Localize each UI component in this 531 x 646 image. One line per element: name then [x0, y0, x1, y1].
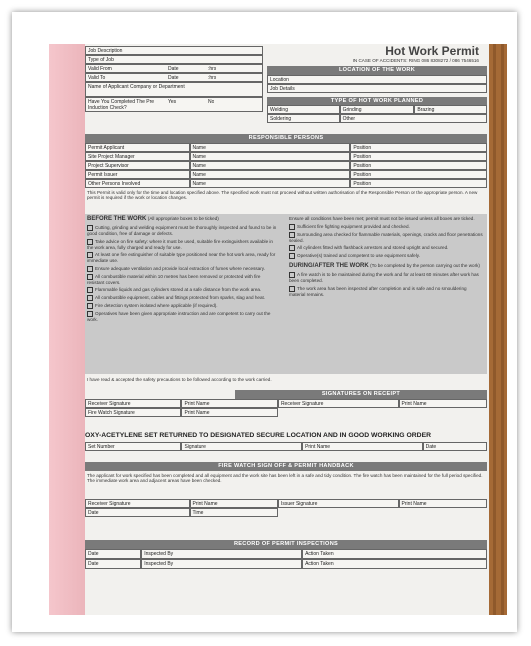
date-field[interactable]: Date — [423, 442, 487, 451]
hot-work-type-header: TYPE OF HOT WORK PLANNED — [267, 97, 487, 106]
inspections-section — [85, 540, 487, 569]
field-valid-from[interactable]: Valid From Date :hrs — [85, 64, 263, 73]
form-title: Hot Work Permit — [385, 44, 479, 58]
fire-watch-signature-field[interactable]: Fire Watch Signature — [85, 408, 181, 417]
receiver-signature-field[interactable]: Receiver Signature — [85, 399, 181, 408]
issuer-print-name-field[interactable]: Print Name — [399, 499, 487, 508]
issuer-signature-field[interactable]: Issuer Signature — [278, 499, 399, 508]
check-item: All combustible material within 10 metres has been removed or protected with fire resistant covers. — [87, 273, 261, 285]
receiver-signature-field[interactable]: Receiver Signature — [85, 499, 190, 508]
role-label: Other Persons Involved — [85, 179, 190, 188]
option-other[interactable]: Other — [340, 114, 487, 123]
during-heading: DURING/AFTER THE WORK — [289, 263, 369, 269]
field-type-of-job[interactable]: Type of Job — [85, 55, 263, 64]
signatures-on-receipt — [85, 390, 487, 417]
print-name-field-2[interactable]: Print Name — [399, 399, 487, 408]
oxy-heading: OXY-ACETYLENE SET RETURNED TO DESIGNATED SECURE LOCATION AND IN GOOD WORKING ORDER — [85, 432, 432, 439]
field-pre-induction[interactable]: Have You Completed The Pre Induction Check? Yes No — [85, 97, 263, 112]
print-name-field[interactable]: Print Name — [181, 399, 277, 408]
before-work — [87, 216, 279, 323]
role-label: Permit Applicant — [85, 143, 190, 152]
checkbox[interactable] — [87, 303, 93, 309]
check-item: Flammable liquids and gas cylinders stored at a safe distance from the work area. — [95, 287, 262, 293]
check-item: Take advice on fire safety: where it must be used, suitable fire extinguishers available in the work area, fully charged and ready for use. — [87, 238, 273, 250]
field-location[interactable]: Location — [267, 75, 487, 84]
role-label: Site Project Manager — [85, 152, 190, 161]
action-taken-field[interactable]: Action Taken — [302, 559, 487, 569]
name-field[interactable]: Name — [190, 170, 351, 179]
option-grinding[interactable]: Grinding — [340, 105, 415, 114]
fire-watch-date-field[interactable]: Date — [85, 508, 190, 517]
during-intro: (To be completed by the person carrying out the work) — [370, 263, 480, 268]
checkbox[interactable] — [289, 245, 295, 251]
field-valid-to[interactable]: Valid To Date :hrs — [85, 73, 263, 82]
role-label: Permit Issuer — [85, 170, 190, 179]
fire-watch-time-field[interactable]: Time — [190, 508, 278, 517]
check-item: The work area has been inspected after completion and is safe and no smouldering material remains. — [289, 285, 467, 297]
checkbox[interactable] — [87, 287, 93, 293]
checklist-section — [85, 214, 487, 374]
option-brazing[interactable]: Brazing — [414, 105, 487, 114]
location-header: LOCATION OF THE WORK — [267, 66, 487, 75]
fire-watch-print-name-field[interactable]: Print Name — [181, 408, 277, 417]
check-item: All combustible equipment, cables and fittings protected from sparks, slag and heat. — [95, 295, 266, 301]
checkbox[interactable] — [87, 295, 93, 301]
option-welding[interactable]: Welding — [267, 105, 340, 114]
fire-watch-section — [85, 462, 487, 517]
name-field[interactable]: Name — [190, 161, 351, 170]
position-field[interactable]: Position — [350, 161, 487, 170]
check-item: Operatives have been given appropriate instruction and are competent to carry out the work. — [87, 311, 271, 323]
print-name-field[interactable]: Print Name — [302, 442, 423, 451]
position-field[interactable]: Position — [350, 152, 487, 161]
name-field[interactable]: Name — [190, 152, 351, 161]
name-field[interactable]: Name — [190, 143, 351, 152]
position-field[interactable]: Position — [350, 143, 487, 152]
permit-sheet — [85, 44, 489, 615]
field-applicant-company[interactable]: Name of Applicant Company or Department — [85, 82, 263, 97]
receiver-signature-field-2[interactable]: Receiver Signature — [278, 399, 399, 408]
left-fields — [85, 46, 263, 112]
header-block — [267, 44, 487, 123]
role-label: Project Supervisor — [85, 161, 190, 170]
check-item: Ensure adequate ventilation and provide local extraction of fumes where necessary. — [95, 265, 265, 271]
fire-watch-header: FIRE WATCH SIGN OFF & PERMIT HANDBACK — [85, 462, 487, 471]
emergency-line: IN CASE OF ACCIDENTS: RING 086 8308272 / 086 7546516 — [352, 58, 479, 64]
signature-field[interactable]: Signature — [181, 442, 302, 451]
check-item: All cylinders fitted with flashback arrestors and stored upright and secured. — [297, 245, 449, 251]
inspected-by-field[interactable]: Inspected By — [141, 549, 302, 559]
before-work-heading: BEFORE THE WORK — [87, 216, 147, 222]
inspection-date-field[interactable]: Date — [85, 559, 141, 569]
checkbox[interactable] — [289, 253, 295, 259]
oxy-section — [85, 432, 487, 451]
right-checklist — [289, 216, 483, 297]
acceptance-line: I have read & accepted the safety precautions to be followed according to the work carried. — [87, 377, 272, 382]
print-name-field[interactable]: Print Name — [190, 499, 278, 508]
before-work-intro: (All appropriate boxes to be ticked) — [147, 216, 219, 221]
inspected-by-field[interactable]: Inspected By — [141, 559, 302, 569]
field-job-description[interactable]: Job Description — [85, 46, 263, 55]
signatures-header: SIGNATURES ON RECEIPT — [235, 390, 487, 399]
photo — [49, 44, 507, 615]
responsible-header: RESPONSIBLE PERSONS — [85, 134, 487, 143]
check-item: A fire watch is to be maintained during the work and for at least 60 minutes after work has been completed. — [289, 272, 479, 284]
inspection-date-field[interactable]: Date — [85, 549, 141, 559]
position-field[interactable]: Position — [350, 170, 487, 179]
field-job-details[interactable]: Job Details — [267, 84, 487, 93]
action-taken-field[interactable]: Action Taken — [302, 549, 487, 559]
pink-cover — [49, 44, 89, 615]
checkbox[interactable] — [87, 266, 93, 272]
fire-watch-text: The applicant for work specified has been completed and all equipment and the work site has been left in a safe and tidy condition. The fire watch has been maintained for the full period specified. The immediate work area and adjacent areas have been checked. — [87, 472, 483, 484]
photo-frame — [12, 12, 517, 632]
check-item: At least one fire extinguisher of suitable type positioned near the hot work area, ready for immediate use. — [87, 252, 276, 264]
option-soldering[interactable]: Soldering — [267, 114, 340, 123]
permit-note: This Permit is valid only for the time and location specified above. The specified work must not proceed without written authorisation of the Responsible Person or the appropriate person. A new permit is required if the work or location changes. — [87, 189, 478, 201]
checkbox[interactable] — [289, 224, 295, 230]
responsible-persons — [85, 134, 487, 206]
name-field[interactable]: Name — [190, 179, 351, 188]
check-item: Fire detection system isolated where applicable (if required). — [95, 303, 218, 309]
right-intro: Ensure all conditions have been met; permit must not be issued unless all boxes are ticked. — [289, 216, 475, 221]
check-item: Sufficient fire fighting equipment provided and checked. — [297, 223, 410, 229]
position-field[interactable]: Position — [350, 179, 487, 188]
check-item: Cutting, grinding and welding equipment must be thoroughly inspected and found to be in good condition, free of damage or defects. — [87, 225, 277, 237]
set-number-field[interactable]: Set Number — [85, 442, 181, 451]
check-item: Operative(s) trained and competent to use equipment safely. — [297, 253, 420, 259]
inspections-header: RECORD OF PERMIT INSPECTIONS — [85, 540, 487, 549]
check-item: Surrounding area checked for flammable materials, openings, cracks and floor penetrations sealed. — [289, 231, 483, 243]
